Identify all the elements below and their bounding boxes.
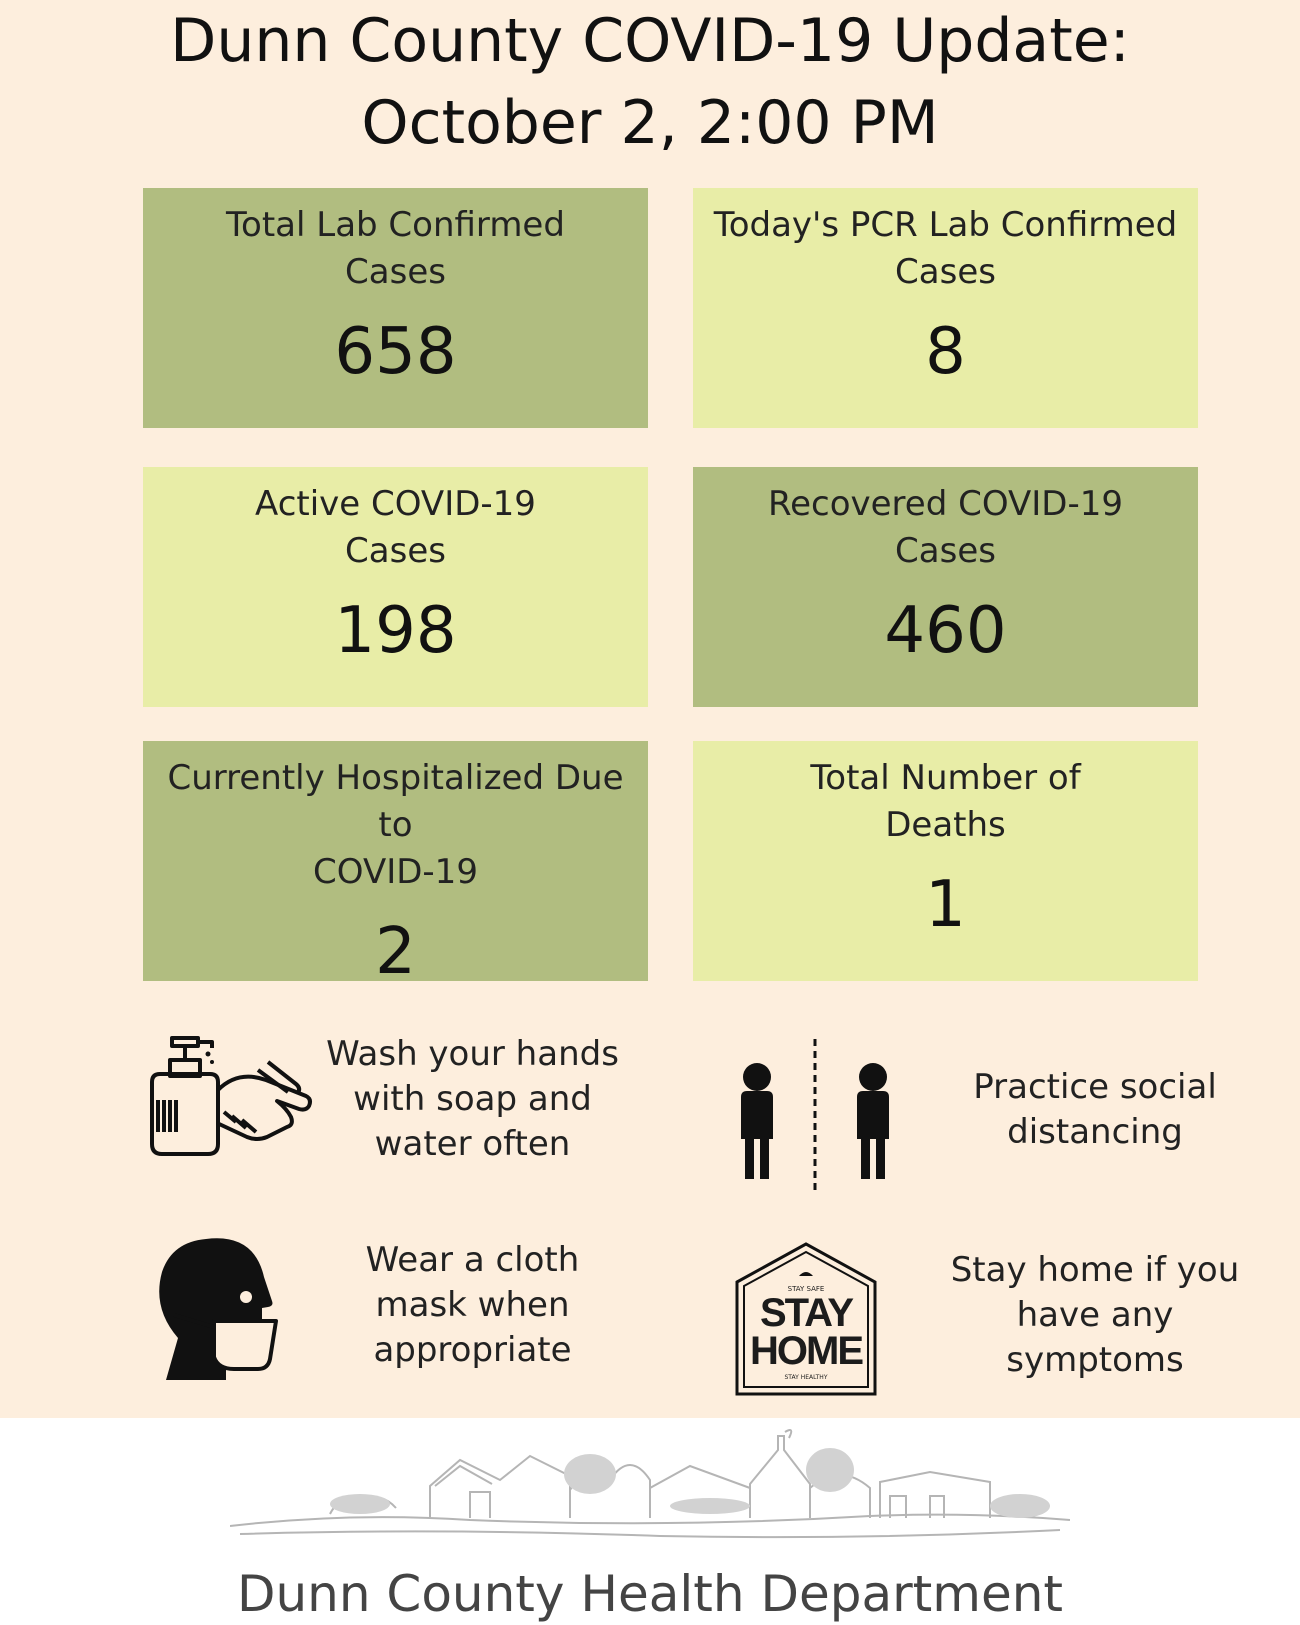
badge-main-line: HOME bbox=[750, 1329, 862, 1373]
stat-label-line: Total Number of bbox=[810, 758, 1081, 798]
stat-value: 198 bbox=[334, 594, 457, 668]
stat-total-confirmed bbox=[143, 188, 648, 428]
stat-label-line: Recovered COVID-19 bbox=[768, 484, 1123, 524]
page-title bbox=[0, 0, 1300, 164]
stat-value: 658 bbox=[334, 315, 457, 389]
tip-line: distancing bbox=[1007, 1112, 1183, 1152]
stat-label bbox=[143, 481, 648, 575]
stat-label-line: Today's PCR Lab Confirmed bbox=[713, 205, 1178, 245]
stat-label-line: Cases bbox=[895, 252, 996, 292]
tip-line: Wear a cloth bbox=[365, 1240, 580, 1280]
stay-home-icon bbox=[733, 1240, 879, 1398]
badge-main-line: STAY bbox=[759, 1291, 853, 1335]
tip-line: symptoms bbox=[1006, 1340, 1184, 1380]
stat-label-line: Total Lab Confirmed bbox=[226, 205, 565, 245]
stat-deaths bbox=[693, 741, 1198, 981]
farm-sketch-logo bbox=[230, 1426, 1070, 1556]
badge-bottom-text: STAY HEALTHY bbox=[784, 1374, 828, 1381]
stat-value: 2 bbox=[375, 915, 416, 989]
social-distancing-icon bbox=[725, 1035, 905, 1195]
stat-label bbox=[693, 481, 1198, 575]
face-mask-icon bbox=[158, 1235, 283, 1383]
stat-label-line: Deaths bbox=[885, 805, 1006, 845]
tip-social-distancing bbox=[955, 1065, 1235, 1155]
tip-line: Stay home if you bbox=[950, 1250, 1240, 1290]
stat-label bbox=[143, 755, 648, 896]
hand-washing-icon bbox=[140, 1030, 315, 1160]
badge-top-text: STAY SAFE bbox=[787, 1285, 825, 1293]
tip-stay-home bbox=[945, 1248, 1245, 1383]
title-line-1: Dunn County COVID-19 Update: bbox=[170, 6, 1130, 76]
stat-label-line: Cases bbox=[345, 531, 446, 571]
tip-wash-hands bbox=[320, 1032, 625, 1167]
stat-label bbox=[693, 755, 1198, 849]
stat-label-line: Cases bbox=[345, 252, 446, 292]
stat-label bbox=[693, 202, 1198, 296]
stat-todays-pcr-confirmed bbox=[693, 188, 1198, 428]
footer-organization-name: Dunn County Health Department bbox=[236, 1565, 1064, 1623]
stat-hospitalized bbox=[143, 741, 648, 989]
stat-value: 1 bbox=[925, 868, 966, 942]
badge-main-text bbox=[733, 1291, 879, 1373]
tip-wear-mask bbox=[320, 1238, 625, 1373]
stat-label-line: COVID-19 bbox=[313, 852, 478, 892]
tip-line: mask when bbox=[375, 1285, 570, 1325]
title-line-2: October 2, 2:00 PM bbox=[361, 88, 939, 158]
tip-line: with soap and bbox=[353, 1079, 592, 1119]
tip-line: Practice social bbox=[973, 1067, 1217, 1107]
stat-value: 8 bbox=[925, 315, 966, 389]
tip-line: Wash your hands bbox=[326, 1034, 619, 1074]
stat-label-line: Active COVID-19 bbox=[255, 484, 536, 524]
stat-label bbox=[143, 202, 648, 296]
tip-line: water often bbox=[374, 1124, 571, 1164]
tip-line: have any bbox=[1016, 1295, 1174, 1335]
stat-value: 460 bbox=[884, 594, 1007, 668]
stat-recovered-cases bbox=[693, 467, 1198, 707]
stat-label-line: Cases bbox=[895, 531, 996, 571]
tip-line: appropriate bbox=[373, 1330, 572, 1370]
stat-label-line: Currently Hospitalized Due to bbox=[167, 758, 624, 845]
stat-active-cases bbox=[143, 467, 648, 707]
footer bbox=[0, 1418, 1300, 1625]
